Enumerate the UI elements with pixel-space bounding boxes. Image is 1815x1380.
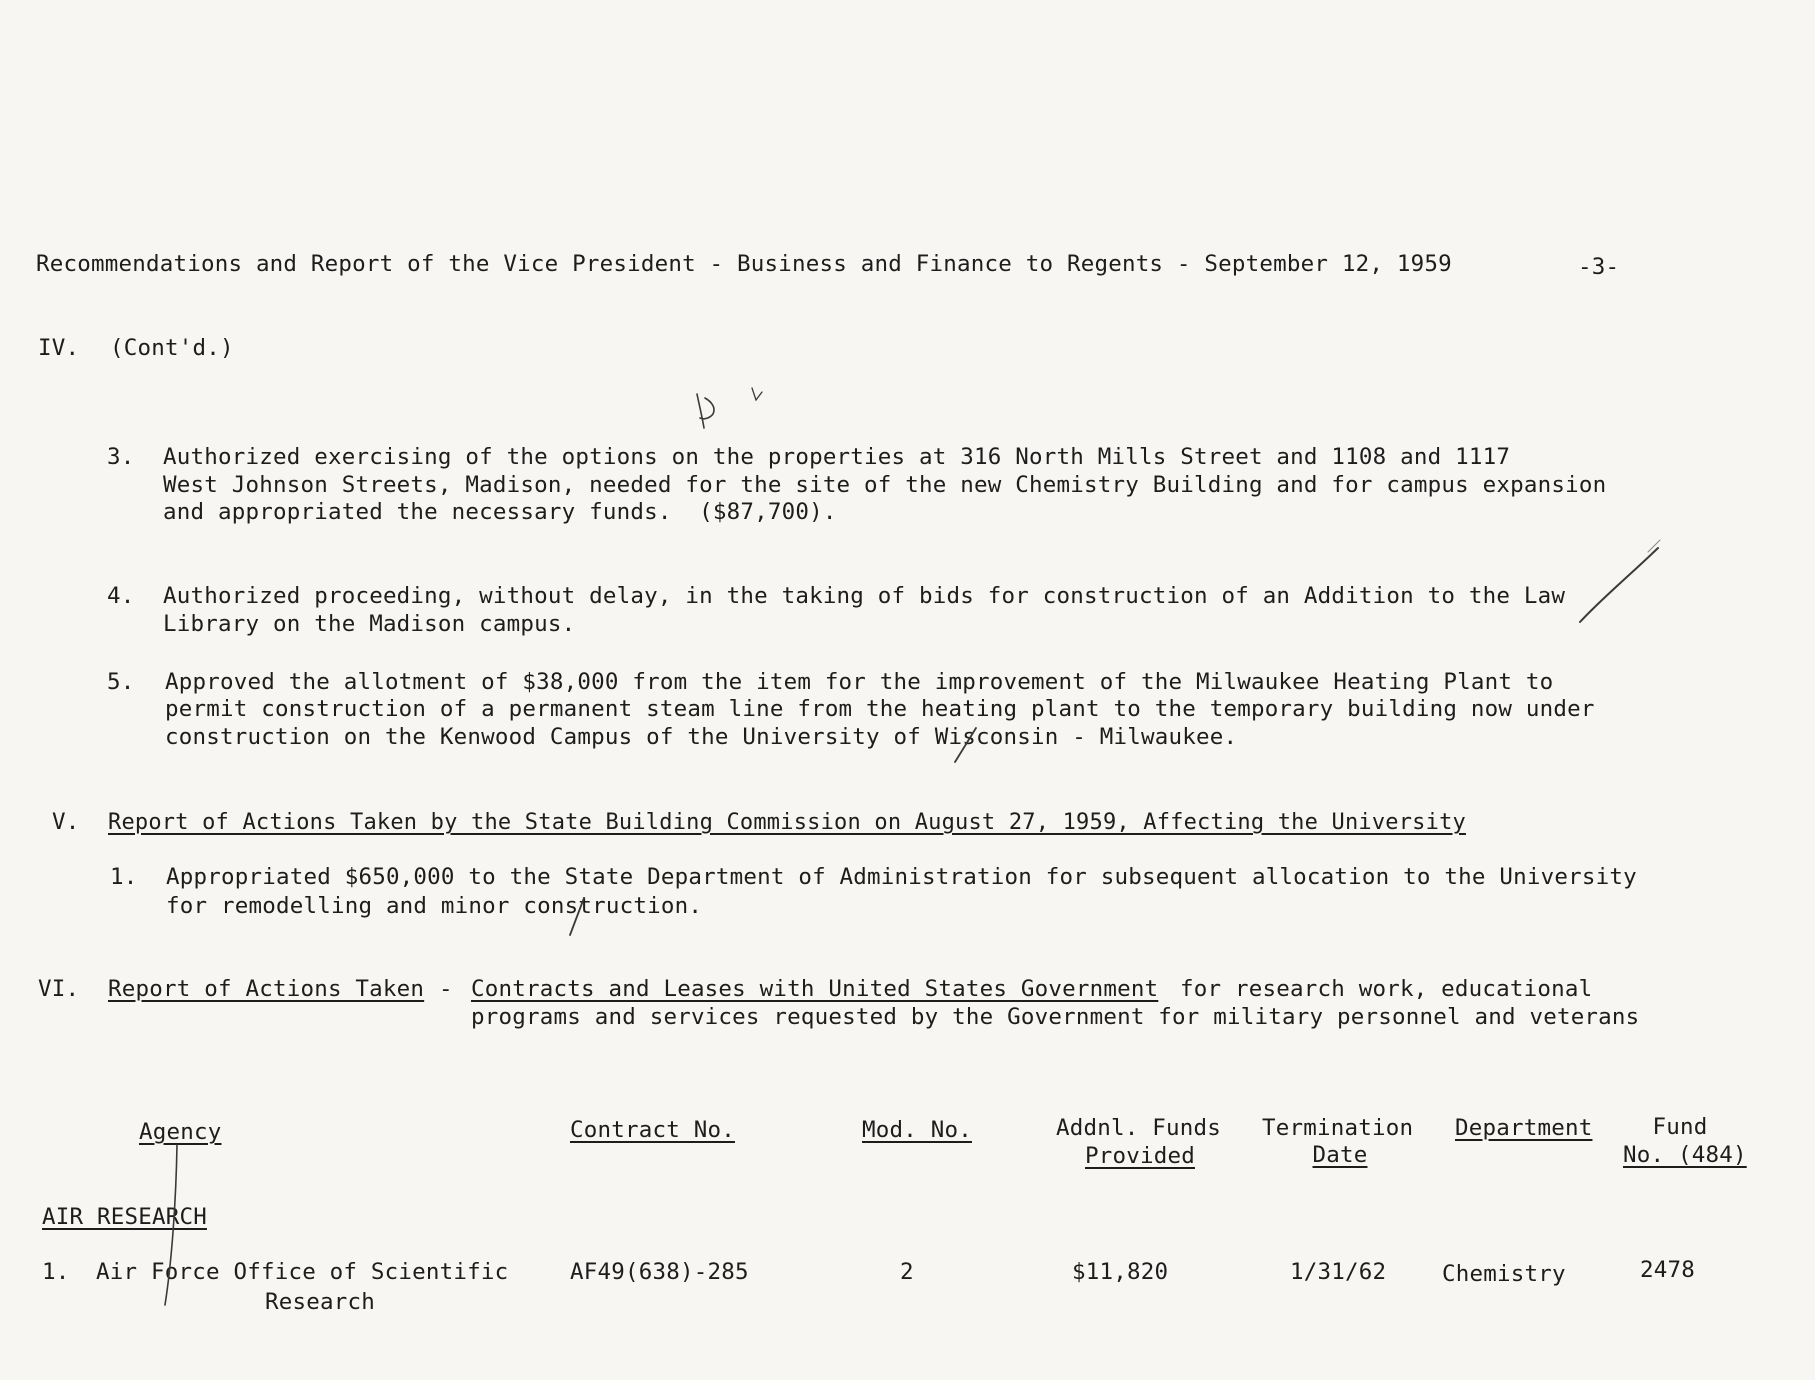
table-group-label: AIR RESEARCH [42, 1204, 207, 1230]
item-line: Approved the allotment of $38,000 from the item for the improvement of the Milwaukee Heating Plant to [165, 669, 1554, 695]
section-iv-heading: (Cont'd.) [110, 335, 234, 361]
section-v-heading: Report of Actions Taken by the State Building Commission on August 27, 1959, Affecting the University [108, 810, 1466, 835]
item-line: and appropriated the necessary funds. ($87,700). [163, 499, 837, 525]
item-line: Authorized exercising of the options on the properties at 316 North Mills Street and 1108 and 1117 [163, 444, 1511, 470]
table-cell-department: Chemistry [1442, 1261, 1566, 1287]
item-line: Authorized proceeding, without delay, in the taking of bids for construction of an Addition to the Law [163, 583, 1566, 609]
item-line: permit construction of a permanent steam line from the heating plant to the temporary building now under [165, 696, 1595, 722]
item-line: for remodelling and minor construction. [166, 893, 703, 919]
section-v-numeral: V. [52, 809, 80, 835]
table-row-number: 1. [42, 1259, 70, 1285]
section-vi-numeral: VI. [38, 976, 80, 1002]
table-cell-mod-no: 2 [900, 1259, 914, 1285]
table-cell-funds: $11,820 [1072, 1259, 1169, 1285]
section-iv-numeral: IV. [38, 335, 80, 361]
column-header-funds: Addnl. Funds [1056, 1115, 1221, 1141]
pencil-slash-agency [165, 1145, 177, 1305]
table-cell-fund-no: 2478 [1640, 1257, 1695, 1283]
item-line: West Johnson Streets, Madison, needed for the site of the new Chemistry Building and for campus expansion [163, 472, 1607, 498]
column-header-agency: Agency [139, 1119, 222, 1145]
column-header-termination-2: Date [1312, 1142, 1368, 1168]
item-line: construction on the Kenwood Campus of the University of Wisconsin - Milwaukee. [165, 724, 1238, 750]
column-header-funds-2: Provided [1085, 1143, 1195, 1169]
item-number: 5. [107, 669, 135, 695]
table-cell-agency: Air Force Office of Scientific [96, 1259, 509, 1285]
pencil-slash-wisconsin [955, 728, 976, 762]
column-header-fund: Fund [1652, 1114, 1708, 1140]
item-line: Library on the Madison campus. [163, 611, 576, 637]
section-vi-heading-line2: programs and services requested by the Government for military personnel and veterans [471, 1004, 1640, 1030]
table-cell-contract-no: AF49(638)-285 [570, 1259, 749, 1285]
pencil-mark-top-small [752, 388, 762, 400]
column-header-mod-no: Mod. No. [862, 1117, 972, 1143]
document-header-title: Recommendations and Report of the Vice President - Business and Finance to Regents - September 12, 1959 [36, 251, 1452, 277]
table-cell-agency-line2: Research [265, 1289, 375, 1315]
table-cell-termination-date: 1/31/62 [1290, 1259, 1387, 1285]
column-header-department: Department [1455, 1115, 1593, 1141]
item-number: 4. [107, 583, 135, 609]
item-number: 3. [107, 444, 135, 470]
column-header-termination: Termination [1262, 1115, 1414, 1141]
pencil-check-right-faint [1648, 540, 1660, 552]
section-vi-heading-dash: - [439, 976, 453, 1002]
section-vi-heading-part2: Contracts and Leases with United States Government [471, 976, 1159, 1002]
section-vi-heading-part1: Report of Actions Taken [108, 976, 425, 1002]
column-header-fund-2: No. (484) [1623, 1142, 1747, 1168]
column-header-contract-no: Contract No. [570, 1117, 735, 1143]
section-vi-heading-part3: for research work, educational [1180, 976, 1593, 1002]
pencil-slash-construction [570, 898, 584, 935]
item-number: 1. [110, 864, 138, 890]
page-number: -3- [1578, 254, 1620, 280]
pencil-mark-top [697, 394, 714, 428]
item-line: Appropriated $650,000 to the State Department of Administration for subsequent allocation to the University [166, 864, 1637, 890]
pencil-check-right [1580, 548, 1658, 622]
